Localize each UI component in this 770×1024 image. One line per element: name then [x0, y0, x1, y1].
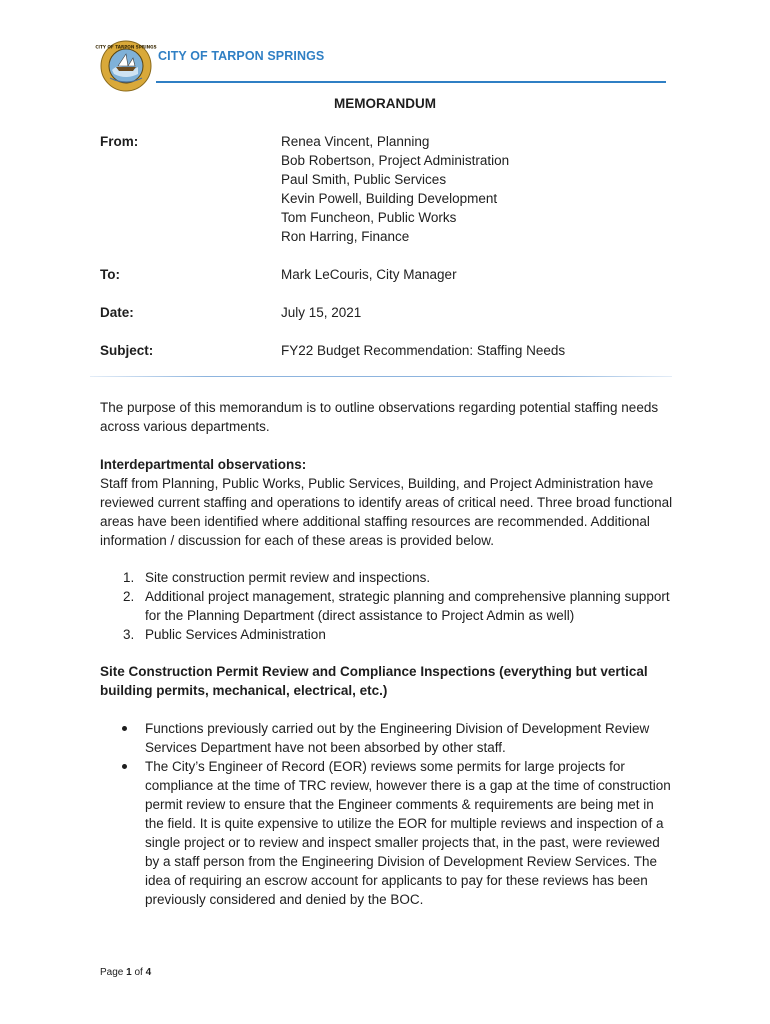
- from-item: Renea Vincent, Planning: [281, 134, 430, 149]
- list-number: 2.: [123, 589, 135, 604]
- interdepartmental-heading: Interdepartmental observations:: [100, 457, 307, 472]
- svg-text:CITY OF TARPON SPRINGS: CITY OF TARPON SPRINGS: [95, 44, 157, 50]
- interdepartmental-section: [100, 455, 675, 550]
- list-number: 1.: [123, 570, 135, 585]
- from-list: [281, 132, 701, 246]
- list-item: [100, 587, 675, 625]
- site-construction-heading: Site Construction Permit Review and Compliance Inspections (everything but vertical building permits, mechanical, electrical, etc.): [100, 664, 648, 698]
- page-current: 1: [126, 967, 132, 978]
- list-item: [100, 568, 675, 587]
- subject-label: Subject:: [100, 343, 154, 358]
- from-item: Kevin Powell, Building Development: [281, 191, 498, 206]
- organization-name: CITY OF TARPON SPRINGS: [158, 49, 325, 63]
- of-word: of: [134, 967, 143, 978]
- date-label: Date:: [100, 305, 134, 320]
- functional-areas-list: [100, 568, 675, 644]
- bullet-item: [100, 757, 675, 909]
- purpose-paragraph: The purpose of this memorandum is to outline observations regarding potential staffing needs across various departments.: [100, 400, 659, 434]
- from-item: Bob Robertson, Project Administration: [281, 153, 510, 168]
- bullet-icon: [122, 726, 127, 731]
- bullet-item: [100, 719, 675, 757]
- page-footer: [100, 963, 151, 982]
- from-item: Ron Harring, Finance: [281, 229, 410, 244]
- page-word: Page: [100, 967, 124, 978]
- from-label: From:: [100, 134, 139, 149]
- from-item: Tom Funcheon, Public Works: [281, 210, 457, 225]
- page-total: 4: [145, 967, 152, 978]
- bullet-icon: [122, 764, 127, 769]
- header-divider: [156, 81, 666, 83]
- to-value: Mark LeCouris, City Manager: [281, 267, 457, 282]
- to-label: To:: [100, 267, 120, 282]
- from-item: Paul Smith, Public Services: [281, 172, 447, 187]
- city-seal-logo: [95, 40, 157, 92]
- interdepartmental-paragraph: Staff from Planning, Public Works, Public Services, Building, and Project Administration have reviewed current staffing and operations to identify areas of critical need. Three broad functional areas have been identified where additional staffing resources are recommended. Additional information / discussion for each of these areas is provided below.: [100, 476, 673, 548]
- list-item-text: Additional project management, strategic planning and comprehensive planning support for the Planning Department (direct assistance to Project Admin as well): [145, 589, 670, 623]
- date-value: July 15, 2021: [281, 305, 362, 320]
- list-number: 3.: [123, 627, 135, 642]
- list-item: [100, 625, 675, 644]
- bullet-text: Functions previously carried out by the Engineering Division of Development Review Services Department have not been absorbed by other staff.: [145, 721, 650, 755]
- memo-title: MEMORANDUM: [334, 96, 436, 111]
- list-item-text: Public Services Administration: [145, 627, 326, 642]
- subject-value: FY22 Budget Recommendation: Staffing Needs: [281, 343, 566, 358]
- list-item-text: Site construction permit review and inspections.: [145, 570, 431, 585]
- bullet-text: The City’s Engineer of Record (EOR) reviews some permits for large projects for compliance at the time of TRC review, however there is a gap at the time of construction permit review to ensure that the Engineer comments & requirements are being met in the field. It is quite expensive to utilize the EOR for multiple reviews and inspection of a single project or to review and inspect smaller projects that, in the past, were reviewed by a staff person from the Engineering Division of Development Review Services. The idea of requiring an escrow account for applicants to pay for these reviews has been previously considered and denied by the BOC.: [145, 759, 671, 907]
- site-construction-bullets: [100, 719, 675, 909]
- header-bottom-divider: [90, 376, 672, 377]
